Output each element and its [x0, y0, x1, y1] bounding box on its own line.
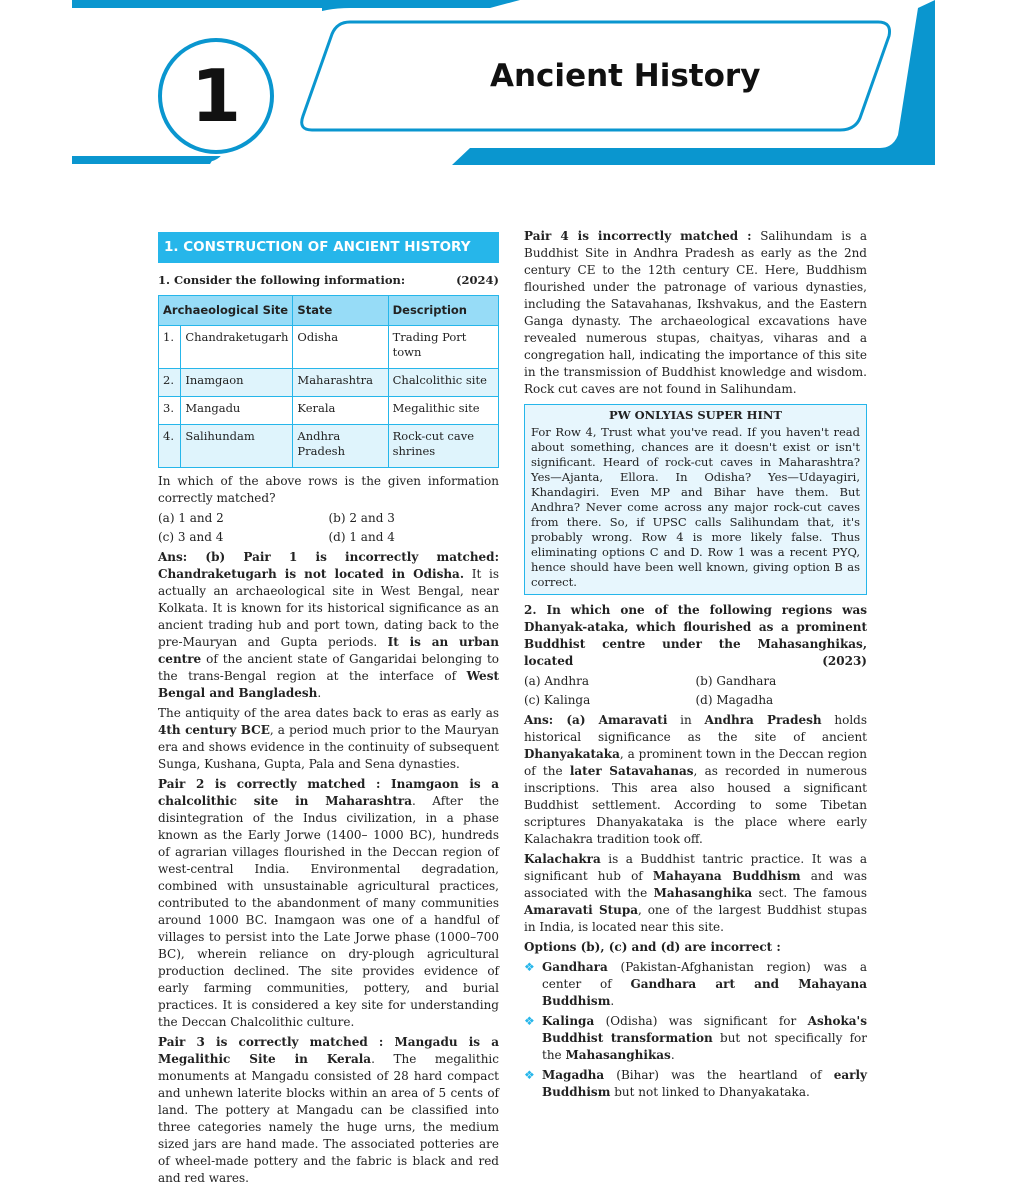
kalachakra-text4: , one of the largest Buddhist stupas in India, is located near this site. — [524, 903, 867, 934]
option-b: (b) 2 and 3 — [328, 511, 395, 525]
description-cell: Megalithic site — [388, 397, 498, 425]
question-1-text: In which of the above rows is the given information correctly matched? — [158, 474, 499, 505]
mahayana-term: Mahayana Buddhism — [652, 869, 801, 883]
row-number: 4. — [159, 425, 181, 468]
right-column — [524, 228, 867, 1104]
magadha-text: (Bihar) was the heartland of — [604, 1068, 834, 1082]
diamond-bullet-icon: ❖ — [524, 960, 535, 974]
answer-2-text2: , a prominent town in the Deccan region of the — [524, 747, 867, 778]
pair-3-lead: Pair 3 is correctly matched : Mangadu is a Megalithic Site in Kerala — [158, 1035, 499, 1066]
state-cell: Kerala — [293, 397, 388, 425]
answer-2-text: holds historical significance as the site of ancient — [524, 713, 867, 744]
question-2-prompt — [524, 602, 867, 670]
kalinga-term: Kalinga — [542, 1014, 595, 1028]
site-cell: Inamgaon — [181, 369, 293, 397]
pair-4-body: Salihundam is a Buddhist Site in Andhra Pradesh as early as the 2nd century CE to the 12th century CE. Here, Buddhism flourished under the patronage of various dynasties, including the Satavahanas, Ikshvakus, and the Eastern Ganga dynasty. The archaeological excavations have revealed numerous stupas, chaityas, viharas and a congregation hall, indicating the importance of this site in the transmission of Buddhist knowledge and wisdom. Rock cut caves are not found in Salihundam. — [524, 229, 867, 396]
row-number: 2. — [159, 369, 181, 397]
question-2-text: 2. In which one of the following regions was Dhanyak-ataka, which flourished as a prominent Buddhist centre under the Mahasanghikas, located — [524, 603, 867, 668]
dhanyakataka-text: Dhanyakataka — [524, 747, 620, 761]
row-number: 1. — [159, 326, 181, 369]
table-row — [159, 326, 499, 369]
answer-1-end: . — [317, 686, 322, 700]
site-cell: Salihundam — [181, 425, 293, 468]
answer-1-body2: of the ancient state of Gangaridai belonging to the trans-Bengal region at the interface of — [158, 652, 499, 683]
answer-1-lead: Ans: (b) Pair 1 is incorrectly matched: Chandraketugarh is not located in Odisha. — [158, 550, 499, 581]
state-cell: Maharashtra — [293, 369, 388, 397]
answer-2-paragraph — [524, 712, 867, 848]
gandhara-term: Gandhara — [542, 960, 608, 974]
chapter-title: Ancient History — [490, 58, 761, 94]
amaravati-stupa-term: Amaravati Stupa — [524, 903, 639, 917]
question-2-options — [524, 673, 867, 709]
bullet-text — [542, 1067, 867, 1101]
table-row — [159, 425, 499, 468]
row-number: 3. — [159, 397, 181, 425]
bullet-text — [542, 959, 867, 1010]
diamond-bullet-icon: ❖ — [524, 1014, 535, 1028]
mahasanghikas-term: Mahasanghikas — [565, 1048, 671, 1062]
incorrect-options-text: Options (b), (c) and (d) are incorrect : — [524, 940, 781, 954]
early-buddhism-term: early Buddhism — [542, 1068, 867, 1099]
super-hint-title: PW ONLYIAS SUPER HINT — [609, 408, 782, 422]
super-hint-box — [524, 404, 867, 595]
pair-4-lead: Pair 4 is incorrectly matched : — [524, 229, 752, 243]
option-d: (d) 1 and 4 — [328, 530, 395, 544]
site-cell: Mangadu — [181, 397, 293, 425]
table-header-description: Description — [388, 296, 498, 326]
question-1-prompt: 1. Consider the following information: — [158, 273, 406, 287]
ashoka-term: Ashoka's Buddhist transformation — [542, 1014, 867, 1045]
pair-2-body: . After the disintegration of the Indus civilization, in a phase known as the Early Jorwe (1400– 1000 BC), hundreds of agrarian villages flourished in the Deccan region of west-central India. Environmental degradation, combined with unsustainable agricultural practices, contributed to the abandonment of many communities around 1000 BC. Inamgaon was one of a handful of villages to persist into the Late Jorwe phase (1000–700 BC), wherein reliance on dry-plough agricultural production declined. The site provides evidence of early farming communities, pottery, and burial practices. It is considered a key site for understanding the Deccan Chalcolithic culture. — [158, 794, 499, 1029]
kalachakra-text3: sect. The famous — [752, 886, 867, 900]
pair-4-paragraph — [524, 228, 867, 398]
sites-table — [158, 295, 499, 468]
andhra-pradesh-text: Andhra Pradesh — [704, 713, 822, 727]
option-c: (c) 3 and 4 — [158, 530, 224, 544]
pair-3-paragraph — [158, 1034, 499, 1187]
kalachakra-term: Kalachakra — [524, 852, 601, 866]
kalachakra-paragraph — [524, 851, 867, 936]
answer-2-lead: Ans: (a) Amaravati — [524, 713, 668, 727]
question-2-year: (2023) — [822, 654, 867, 668]
gandhara-end: . — [610, 994, 615, 1008]
list-item — [524, 1013, 867, 1064]
kalinga-text: (Odisha) was significant for — [594, 1014, 808, 1028]
table-row — [159, 369, 499, 397]
bullet-text — [542, 1013, 867, 1064]
state-cell: Andhra Pradesh — [293, 425, 388, 468]
option-c: (c) Kalinga — [524, 693, 591, 707]
option-d: (d) Magadha — [695, 693, 774, 707]
gandhara-art-term: Gandhara art and Mahayana Buddhism — [542, 977, 868, 1008]
list-item — [524, 959, 867, 1010]
antiquity-paragraph — [158, 705, 499, 773]
pair-2-paragraph — [158, 776, 499, 1031]
answer-1-pair1 — [158, 549, 499, 702]
table-row — [159, 397, 499, 425]
century-text: 4th century BCE — [158, 723, 270, 737]
pair-2-lead: Pair 2 is correctly matched : Inamgaon is a chalcolithic site in Maharashtra — [158, 777, 499, 808]
question-1-options — [158, 510, 499, 546]
question-1-year: (2024) — [456, 273, 499, 287]
pair-3-body: . The megalithic monuments at Mangadu consisted of 28 hard compact and unhewn laterite blocks within an area of 5 cents of land. The pottery at Mangadu can be classified into three categories namely the huge urns, the medium sized jars are hand made. The associated potteries are of wheel-made pottery and the fabric is black and red and red wares. — [158, 1052, 499, 1185]
mahasanghika-term: Mahasanghika — [653, 886, 753, 900]
incorrect-options-heading — [524, 939, 867, 956]
table-header-row — [159, 296, 499, 326]
list-item — [524, 1067, 867, 1101]
option-a: (a) Andhra — [524, 674, 590, 688]
magadha-term: Magadha — [542, 1068, 605, 1082]
table-header-state: State — [293, 296, 388, 326]
super-hint-body: For Row 4, Trust what you've read. If you haven't read about something, chances are it doesn't exist or isn't significant. Heard of rock-cut caves in Maharashtra? Yes—Ajanta, Ellora. In Odisha? Yes—Udayagiri, Khandagiri. Even MP and Bihar have them. But Andhra? Never come across any major rock-cut caves from there. So, if UPSC calls Salihundam that, it's probably wrong. Row 4 is more likely false. Thus eliminating options C and D. Row 1 was a recent PYQ, hence should have been well known, giving option B as correct. — [531, 425, 860, 589]
chapter-number: 1 — [190, 54, 242, 138]
section-heading: 1. CONSTRUCTION OF ANCIENT HISTORY — [158, 232, 499, 263]
answer-2-text3: , as recorded in numerous inscriptions. This area also housed a significant Buddhist settlement. According to some Tibetan scriptures Dhanyakataka is the place where early Kalachakra tradition took off. — [524, 764, 867, 846]
banner-bottom-rule — [72, 156, 215, 164]
description-cell: Rock-cut cave shrines — [388, 425, 498, 468]
gandhara-text: (Pakistan-Afghanistan region) was a center of — [542, 960, 867, 991]
bengal-bangladesh-text: West Bengal and Bangladesh — [158, 669, 499, 700]
answer-1-body: It is actually an archaeological site in West Bengal, near Kolkata. It is known for its historical significance as an ancient trading hub and port town, dating back to the pre-Mauryan and Gupta periods. — [158, 567, 500, 649]
state-cell: Odisha — [293, 326, 388, 369]
description-cell: Trading Port town — [388, 326, 498, 369]
kalachakra-text: is a Buddhist tantric practice. It was a significant hub of — [524, 852, 867, 883]
option-b: (b) Gandhara — [695, 674, 777, 688]
later-satavahanas-text: later Satavahanas — [569, 764, 694, 778]
answer-2-in: in — [667, 713, 705, 727]
kalinga-text2: but not specifically for the — [542, 1031, 867, 1062]
diamond-bullet-icon: ❖ — [524, 1068, 535, 1082]
antiquity-text-end: , a period much prior to the Mauryan era and shows evidence in the continuity of subsequent Sunga, Kushana, Gupta, Pala and Sena dynasties. — [158, 723, 499, 771]
kalinga-end: . — [670, 1048, 675, 1062]
magadha-end: but not linked to Dhanyakataka. — [610, 1085, 810, 1099]
table-header-site: Archaeological Site — [159, 296, 293, 326]
question-1-header — [158, 272, 499, 289]
site-cell: Chandraketugarh — [181, 326, 293, 369]
kalachakra-text2: and was associated with the — [524, 869, 868, 900]
urban-centre-text: It is an urban centre — [158, 635, 499, 666]
option-a: (a) 1 and 2 — [158, 511, 224, 525]
left-column — [158, 232, 499, 1190]
antiquity-text: The antiquity of the area dates back to eras as early as — [158, 706, 499, 720]
description-cell: Chalcolithic site — [388, 369, 498, 397]
